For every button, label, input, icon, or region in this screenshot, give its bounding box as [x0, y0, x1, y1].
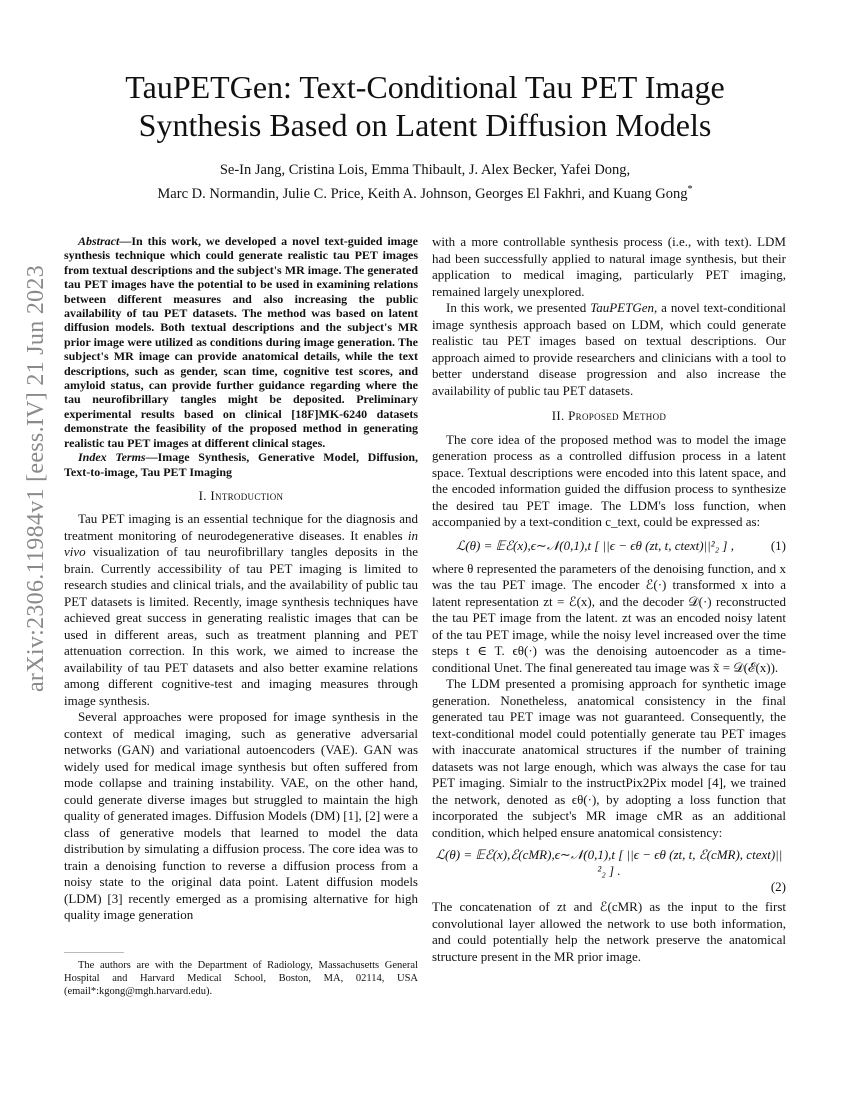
footnote-divider	[64, 952, 124, 953]
intro-paragraph-2: Several approaches were proposed for image synthesis in the context of medical imaging, such as generative adversarial networks (GAN) and variational autoencoders (VAE). GAN was widely used for medical image synthesis but often suffered from mode collapse and training instability. VAE, on the other hand, could generate diverse images but struggled to maintain the high quality of generated images. Diffusion Models (DM) [1], [2] were a class of generative models that learned to model the data distribution by simulating a diffusion process. The core idea was to train a denoising function to reverse a diffusion process from a noisy state to the original data point. Latent diffusion models (LDM) [3] recently emerged as a promising alternative for high quality image generation	[64, 709, 418, 923]
arxiv-stamp-text: arXiv:2306.11984v1 [eess.IV] 21 Jun 2023	[23, 264, 50, 692]
left-column	[64, 234, 418, 924]
equation-2-formula: ℒ(θ) = 𝔼ℰ(x),ℰ(cMR),ϵ∼𝒩(0,1),t [ ||ϵ − ϵθ (zt, t, ℰ(cMR), ctext)||²₂ ] .	[435, 847, 783, 878]
method-paragraph-2: where θ represented the parameters of the denoising function, and x was the tau PET image. The encoder ℰ(·) transformed x into a latent representation zt = ℰ(x), and the decoder 𝒟(·) reconstructed the tau PET image from the latent. zt was an encoded noisy latent of the tau PET image, while the noisy level increased over the time steps t ∈ T. ϵθ(·) was the denoising autoencoder as a time-conditional Unet. The final genereated tau image was x̃ = 𝒟(ℰ(x)).	[432, 560, 786, 675]
intro-paragraph-3: In this work, we presented TauPETGen, a novel text-conditional image synthesis approach based on LDM, which could generate realistic tau PET images based on textual descriptions. Our approach aimed to provide researchers and clinicians with a tool to better understand disease progression and also increase the availability of public tau PET datasets.	[432, 300, 786, 398]
author-list	[80, 160, 770, 204]
abstract	[64, 234, 418, 450]
arxiv-identifier-stamp	[23, 264, 50, 692]
paper-title: TauPETGen: Text-Conditional Tau PET Image Synthesis Based on Latent Diffusion Models	[125, 69, 725, 143]
section-heading-introduction: I. Introduction	[198, 487, 284, 503]
abstract-body: —In this work, we developed a novel text-guided image synthesis technique which could generate realistic tau PET images from textual descriptions and the subject's MR image. The generated tau PET images have the potential to be used in examining relations between different measures and also increasing the public availability of tau PET datasets. The method was based on latent diffusion models. Both textual descriptions and the subject's MR prior image were utilized as conditions during image generation. The subject's MR image can provide anatomical details, while the text descriptions, such as gender, scan time, cognitive test scores, and amyloid status, can provide further guidance regarding where the tau neurofibrillary tangles might be deposited. Preliminary experimental results based on clinical [18F]MK-6240 datasets demonstrate the feasibility of the proposed method in generating realistic tau PET images at different clinical stages.	[64, 234, 418, 450]
equation-2	[432, 847, 786, 895]
index-terms-label: Index Terms	[78, 450, 146, 465]
right-column	[432, 234, 786, 965]
intro-paragraph-2-continued: with a more controllable synthesis process (i.e., with text). LDM had been successfully applied to natural image synthesis, but their application to medical imaging, particularly PET imaging, remained largely unexplored.	[432, 234, 786, 299]
intro-paragraph-1: Tau PET imaging is an essential technique for the diagnosis and treatment monitoring of neurodegenerative diseases. It enables in vivo visualization of tau neurofibrillary tangles deposits in the brain. Currently accessibility of tau PET imaging is limited to research studies and clinical trials, and the availability of public tau PET datasets is limited. Recently, image synthesis techniques have achieved great success in generating realistic images that can be used in different areas, such as treatment planning and PET attenuation correction. In this work, we aimed to increase the availability of tau PET datasets and also better examine relations among different cognitive-test and imaging measures through image synthesis.	[64, 511, 418, 708]
index-terms-body: —Image Synthesis, Generative Model, Diffusion, Text-to-image, Tau PET Imaging	[64, 450, 418, 479]
corresponding-author-mark: *	[687, 184, 693, 195]
author-affiliation-footnote: The authors are with the Department of Radiology, Massachusetts General Hospital and Harvard Medical School, Boston, MA, 02114, USA (email*:kgong@mgh.harvard.edu).	[64, 960, 418, 997]
authors-line-1: Se-In Jang, Cristina Lois, Emma Thibault, J. Alex Becker, Yafei Dong,	[219, 162, 631, 178]
index-terms	[64, 450, 418, 479]
equation-1-number: (1)	[770, 537, 786, 553]
method-paragraph-3: The LDM presented a promising approach for synthetic image generation. Nonetheless, anatomical consistency in the final generated tau PET image was not guaranteed. Consequently, the text-conditional model could potentially generate tau PET images with inaccurate anatomical structures if the number of training datasets was not large enough, which was always the case for tau PET imaging. Simialr to the instructPix2Pix model [4], we trained the network, denoted as ϵθ(·), by adopting a loss function that incorporated the subject's MR image cMR as an additional condition, which helped ensure anatomical consistency:	[432, 676, 786, 840]
method-paragraph-4: The concatenation of zt and ℰ(cMR) as the input to the first convolutional layer allowed the network to use both information, and could potentially help the network preserve the anatomical structure present in the MR prior image.	[432, 899, 786, 964]
equation-1	[432, 537, 786, 555]
equation-1-formula: ℒ(θ) = 𝔼ℰ(x),ϵ∼𝒩(0,1),t [ ||ϵ − ϵθ (zt, t, ctext)||²₂ ] ,	[455, 537, 734, 553]
abstract-label: Abstract	[78, 234, 120, 248]
section-heading-proposed-method: II. Proposed Method	[551, 408, 667, 423]
equation-2-number: (2)	[770, 879, 786, 894]
method-paragraph-1: The core idea of the proposed method was to model the image generation process as a controlled diffusion process in a latent space. Textual descriptions were encoded into this latent space, and the encoded information guided the diffusion process to synthesize the desired tau PET image. The LDM's loss function, when accompanied by a text-condition c_text, could be expressed as:	[432, 431, 786, 529]
authors-line-2: Marc D. Normandin, Julie C. Price, Keith A. Johnson, Georges El Fakhri, and Kuang Gong*	[157, 184, 693, 202]
